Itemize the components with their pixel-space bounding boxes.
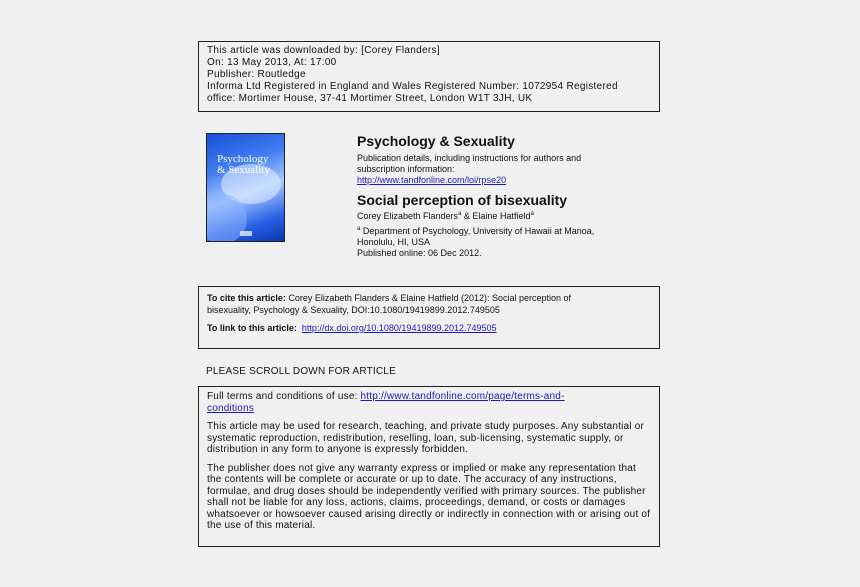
- terms-url-link[interactable]: conditions: [207, 402, 255, 414]
- affiliation: Honolulu, HI, USA: [357, 237, 431, 247]
- published-date: Published online: 06 Dec 2012.: [357, 248, 482, 258]
- download-info-line: On: 13 May 2013, At: 17:00: [207, 57, 337, 68]
- affiliation-mark: a: [530, 211, 534, 217]
- download-info-line: Informa Ltd Registered in England and Wales Registered Number: 1072954 Registered: [207, 81, 618, 92]
- cite-label: To cite this article:: [207, 293, 286, 303]
- publication-details: subscription information:: [357, 164, 455, 174]
- author-name: Corey Elizabeth Flanders: [357, 211, 459, 221]
- author-separator: &: [461, 211, 473, 221]
- terms-url-link[interactable]: http://www.tandfonline.com/page/terms-and-: [360, 391, 565, 402]
- article-link-row: [207, 322, 651, 334]
- link-label: To link to this article:: [207, 323, 297, 333]
- download-info-line: office: Mortimer House, 37-41 Mortimer Street, London W1T 3JH, UK: [207, 93, 533, 104]
- journal-section: [206, 133, 660, 273]
- affiliation-mark: a: [458, 211, 462, 217]
- download-info-line: This article was downloaded by: [Corey Flanders]: [207, 45, 440, 56]
- terms-intro: Full terms and conditions of use: http://www.tandfonline.com/page/terms-and- conditions: [207, 391, 565, 414]
- author-name: Elaine Hatfield: [472, 211, 531, 221]
- publisher-logo-icon: [240, 231, 252, 236]
- terms-box: [198, 386, 660, 547]
- cover-title-line: Psychology: [217, 153, 269, 165]
- affiliation: $^a$ Department of Psychology, University of Hawaii at Manoa,: [357, 226, 595, 236]
- authors: [357, 211, 657, 222]
- scroll-notice: PLEASE SCROLL DOWN FOR ARTICLE: [206, 366, 396, 377]
- terms-paragraph: This article may be used for research, teaching, and private study purposes. Any substantial or systematic reproduction, redistribution, reselling, loan, sub-licensing, systematic supply, or distribution in any form to anyone is expressly forbidden.: [207, 421, 644, 455]
- citation-box: [198, 286, 660, 349]
- doi-link[interactable]: http://dx.doi.org/10.1080/19419899.2012.749505: [301, 323, 497, 333]
- journal-url-link[interactable]: http://www.tandfonline.com/loi/rpse20: [357, 175, 507, 185]
- journal-title: Psychology & Sexuality: [357, 133, 515, 149]
- cover-title-line: & Sexuality: [217, 164, 270, 176]
- affiliation-mark: a: [357, 226, 361, 232]
- citation-text: bisexuality, Psychology & Sexuality, DOI:10.1080/19419899.2012.749505: [207, 305, 500, 315]
- citation-text: To cite this article: Corey Elizabeth Flanders & Elaine Hatfield (2012): Social perception of: [207, 293, 572, 303]
- journal-cover-image: [206, 133, 285, 242]
- download-info-line: Publisher: Routledge: [207, 69, 306, 80]
- terms-paragraph: The publisher does not give any warranty express or implied or make any representation that the contents will be complete or accurate or up to date. The accuracy of any instructions, formulae, and drug doses should be independently verified with primary sources. The publisher shall not be liable for any loss, actions, claims, proceedings, demand, or costs or damages whatsoever or howsoever caused arising directly or indirectly in connection with or arising out of the use of this material.: [207, 462, 651, 531]
- download-info-box: [198, 41, 660, 112]
- publication-details: Publication details, including instructions for authors and: [357, 153, 582, 163]
- article-title: Social perception of bisexuality: [357, 192, 568, 208]
- journal-info: [357, 133, 657, 259]
